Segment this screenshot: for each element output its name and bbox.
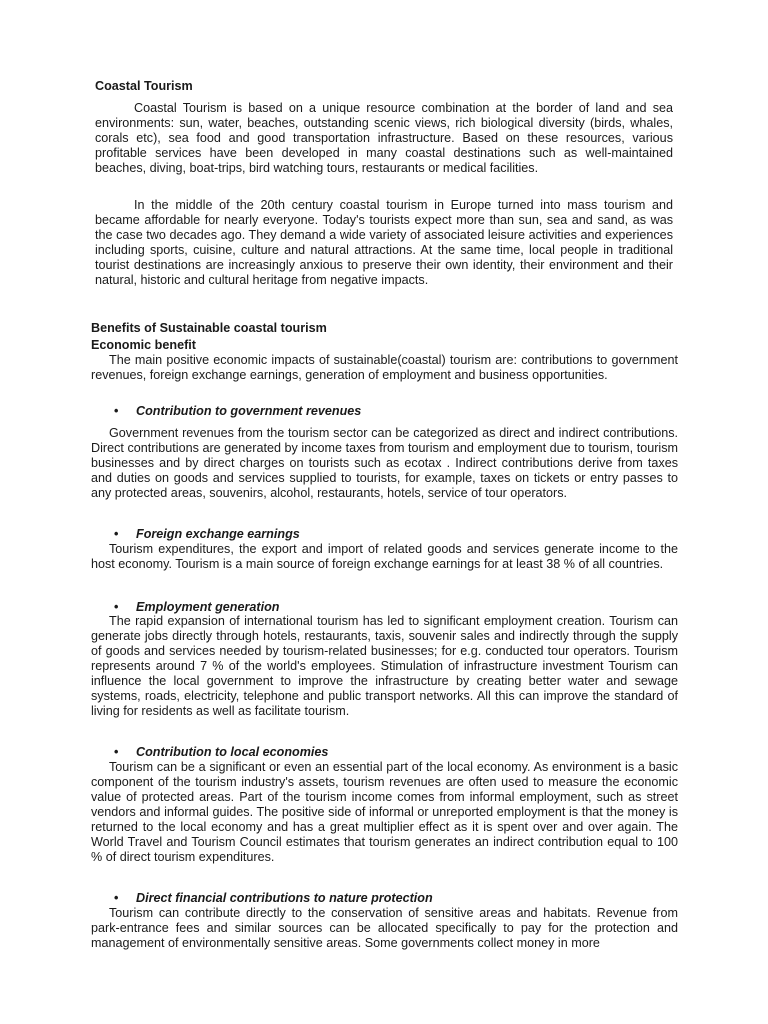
bullet-heading xyxy=(114,527,300,542)
bullet-title: Contribution to local economies xyxy=(136,745,329,759)
bullet-heading xyxy=(114,600,279,615)
bullet-title: Foreign exchange earnings xyxy=(136,527,300,541)
bullet-paragraph: Government revenues from the tourism sector can be categorized as direct and indirect contributions. Direct contributions are generated by income taxes from tourism and employment due to tourism, tourism businesses and by direct charges on tourists such as ecotax . Indirect contributions derive from taxes and duties on goods and services supplied to tourists, for example, taxes on tickets or entry passes to any protected areas, souvenirs, alcohol, restaurants, hotels, service of tour operators. xyxy=(91,426,678,500)
paragraph-mass-tourism: In the middle of the 20th century coastal tourism in Europe turned into mass tourism and became affordable for nearly everyone. Today's tourists expect more than sun, sea and sand, as was the case two decades ago. They demand a wide variety of associated leisure activities and experiences including sports, cuisine, culture and natural attractions. At the same time, local people in traditional tourist destinations are increasingly anxious to preserve their own identity, their environment and their natural, historic and cultural heritage from negative impacts. xyxy=(95,198,673,287)
bullet-heading xyxy=(114,745,328,760)
bullet-dot-icon: • xyxy=(114,891,119,905)
bullet-heading xyxy=(114,891,433,906)
bullet-title: Contribution to government revenues xyxy=(136,404,362,418)
bullet-paragraph: Tourism can contribute directly to the conservation of sensitive areas and habitats. Revenue from park-entrance fees and similar sources can be allocated specifically to pay for the protection and management of environmentally sensitive areas. Some governments collect money in more xyxy=(91,906,678,950)
paragraph-economic-impacts: The main positive economic impacts of sustainable(coastal) tourism are: contributions to government revenues, foreign exchange earnings, generation of employment and business opportunities. xyxy=(91,353,678,382)
bullet-dot-icon: • xyxy=(114,527,119,541)
bullet-dot-icon: • xyxy=(114,600,119,614)
paragraph-intro: Coastal Tourism is based on a unique resource combination at the border of land and sea environments: sun, water, beaches, outstanding scenic views, rich biological diversity (birds, whales, corals etc), sea food and good transportation infrastructure. Based on these resources, various profitable services have been developed in many coastal destinations such as well-maintained beaches, diving, boat-trips, bird watching tours, restaurants or medical facilities. xyxy=(95,101,673,175)
bullet-heading xyxy=(114,404,361,419)
bullet-dot-icon: • xyxy=(114,745,119,759)
bullet-paragraph: Tourism expenditures, the export and import of related goods and services generate income to the host economy. Tourism is a main source of foreign exchange earnings for at least 38 % of all countries. xyxy=(91,542,678,571)
section-title: Coastal Tourism xyxy=(95,79,193,93)
bullet-title: Employment generation xyxy=(136,600,280,614)
heading-economic-benefit: Economic benefit xyxy=(91,338,196,352)
bullet-dot-icon: • xyxy=(114,404,119,418)
bullet-paragraph: The rapid expansion of international tourism has led to significant employment creation. Tourism can generate jobs directly through hotels, restaurants, taxis, souvenir sales and indirectly through the supply of goods and services needed by tourism-related businesses; for e.g. conducted tour operators. Tourism represents around 7 % of the world's employees. Stimulation of infrastructure investment Tourism can influence the local government to improve the infrastructure by creating better water and sewage systems, roads, electricity, telephone and public transport networks. All this can improve the standard of living for residents as well as facilitate tourism. xyxy=(91,614,678,718)
bullet-title: Direct financial contributions to nature protection xyxy=(136,891,433,905)
bullet-paragraph: Tourism can be a significant or even an essential part of the local economy. As environment is a basic component of the tourism industry's assets, tourism revenues are often used to measure the economic value of protected areas. Part of the tourism income comes from informal employment, such as street vendors and informal guides. The positive side of informal or unreported employment is that the money is returned to the local economy and has a great multiplier effect as it is spent over and over again. The World Travel and Tourism Council estimates that tourism generates an indirect contribution equal to 100 % of direct tourism expenditures. xyxy=(91,760,678,864)
heading-benefits: Benefits of Sustainable coastal tourism xyxy=(91,321,327,335)
